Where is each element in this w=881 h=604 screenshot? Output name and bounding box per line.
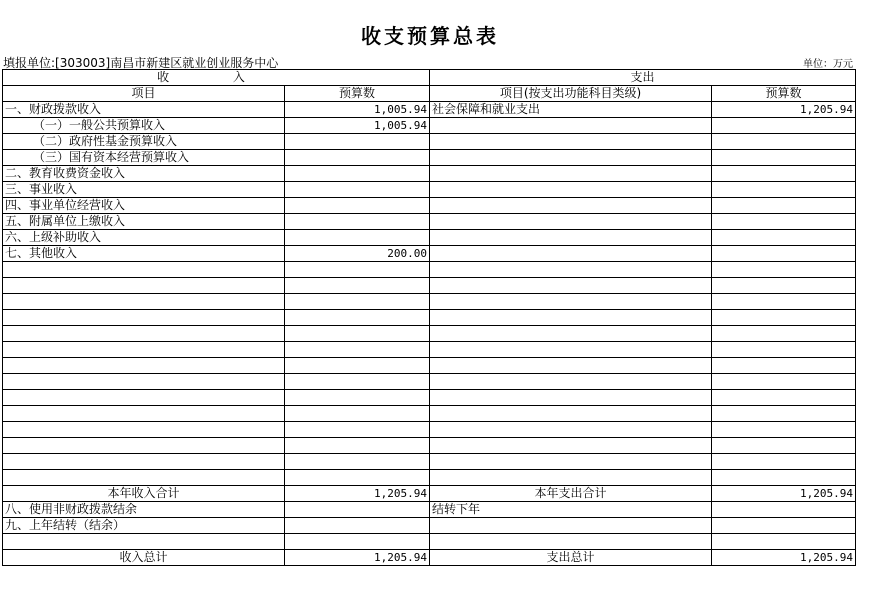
empty-cell[interactable] <box>285 294 430 310</box>
expense-amount-cell[interactable] <box>712 214 856 230</box>
income-section-header[interactable]: 收 入 <box>3 70 430 86</box>
income-item-header[interactable]: 项目 <box>3 86 285 102</box>
empty-cell[interactable] <box>285 438 430 454</box>
expense-amount-cell[interactable] <box>712 134 856 150</box>
table-row <box>3 182 856 198</box>
empty-cell[interactable] <box>430 406 712 422</box>
currency-unit: 单位：万元 <box>803 59 853 70</box>
empty-row <box>3 470 856 486</box>
nonfiscal-row <box>3 502 856 518</box>
empty-cell[interactable] <box>430 518 712 534</box>
income-item-cell[interactable]: 七、其他收入 <box>3 246 285 262</box>
prev-carry-label[interactable]: 九、上年结转（结余） <box>3 518 285 534</box>
income-item-cell[interactable]: 五、附属单位上缴收入 <box>3 214 285 230</box>
empty-cell[interactable] <box>430 390 712 406</box>
empty-cell[interactable] <box>712 422 856 438</box>
income-item-cell[interactable]: 一、财政拨款收入 <box>3 102 285 118</box>
empty-cell[interactable] <box>3 470 285 486</box>
empty-cell[interactable] <box>285 406 430 422</box>
expense-amount-cell[interactable] <box>712 166 856 182</box>
table-row <box>3 118 856 134</box>
page-title: 收支预算总表 <box>361 24 499 48</box>
table-row <box>3 150 856 166</box>
income-item-cell[interactable]: （一）一般公共预算收入 <box>3 118 285 134</box>
expense-amount-cell[interactable]: 1,205.94 <box>712 102 856 118</box>
nonfiscal-label[interactable]: 八、使用非财政拨款结余 <box>3 502 285 518</box>
empty-cell[interactable] <box>285 470 430 486</box>
column-header-row <box>3 86 856 102</box>
expense-item-cell[interactable] <box>430 182 712 198</box>
empty-cell[interactable] <box>3 422 285 438</box>
expense-grand-total-label[interactable]: 支出总计 <box>430 550 712 566</box>
empty-cell[interactable] <box>430 278 712 294</box>
empty-cell[interactable] <box>430 438 712 454</box>
empty-cell[interactable] <box>430 470 712 486</box>
income-grand-total-amount[interactable]: 1,205.94 <box>285 550 430 566</box>
expense-item-cell[interactable] <box>430 214 712 230</box>
expense-item-cell[interactable] <box>430 134 712 150</box>
income-amount-cell[interactable] <box>285 230 430 246</box>
table-row <box>3 134 856 150</box>
carry-next-label[interactable]: 结转下年 <box>430 502 712 518</box>
empty-cell[interactable] <box>3 454 285 470</box>
empty-cell[interactable] <box>285 390 430 406</box>
expense-amount-cell[interactable] <box>712 118 856 134</box>
expense-amount-cell[interactable] <box>712 230 856 246</box>
income-grand-total-label[interactable]: 收入总计 <box>3 550 285 566</box>
expense-item-cell[interactable] <box>430 246 712 262</box>
table-row <box>3 246 856 262</box>
expense-item-header[interactable]: 项目(按支出功能科目类级) <box>430 86 712 102</box>
empty-cell[interactable] <box>712 326 856 342</box>
year-expense-total-amount[interactable]: 1,205.94 <box>712 486 856 502</box>
empty-row <box>3 294 856 310</box>
income-item-cell[interactable]: 二、教育收费资金收入 <box>3 166 285 182</box>
income-amount-cell[interactable]: 200.00 <box>285 246 430 262</box>
empty-row <box>3 262 856 278</box>
expense-amount-cell[interactable] <box>712 182 856 198</box>
empty-cell[interactable] <box>3 534 285 550</box>
expense-item-cell[interactable] <box>430 166 712 182</box>
empty-row <box>3 326 856 342</box>
empty-row <box>3 310 856 326</box>
income-amount-header[interactable]: 预算数 <box>285 86 430 102</box>
empty-cell[interactable] <box>430 262 712 278</box>
empty-cell[interactable] <box>285 262 430 278</box>
empty-cell[interactable] <box>712 262 856 278</box>
expense-amount-header[interactable]: 预算数 <box>712 86 856 102</box>
year-income-total-label[interactable]: 本年收入合计 <box>3 486 285 502</box>
nonfiscal-amount[interactable] <box>285 502 430 518</box>
empty-cell[interactable] <box>430 358 712 374</box>
empty-cell[interactable] <box>285 422 430 438</box>
empty-cell[interactable] <box>712 406 856 422</box>
table-row <box>3 214 856 230</box>
empty-cell[interactable] <box>430 342 712 358</box>
empty-cell[interactable] <box>712 454 856 470</box>
empty-row <box>3 454 856 470</box>
empty-cell[interactable] <box>285 534 430 550</box>
table-row <box>3 230 856 246</box>
empty-cell[interactable] <box>712 358 856 374</box>
table-row <box>3 198 856 214</box>
carry-next-amount[interactable] <box>712 502 856 518</box>
section-header-row <box>3 70 856 86</box>
expense-item-cell[interactable] <box>430 150 712 166</box>
grand-total-row <box>3 550 856 566</box>
year-income-total-amount[interactable]: 1,205.94 <box>285 486 430 502</box>
empty-cell[interactable] <box>285 454 430 470</box>
empty-cell[interactable] <box>430 534 712 550</box>
empty-cell[interactable] <box>3 262 285 278</box>
expense-section-header[interactable]: 支出 <box>430 70 856 86</box>
income-amount-cell[interactable]: 1,005.94 <box>285 118 430 134</box>
empty-row <box>3 278 856 294</box>
expense-grand-total-amount[interactable]: 1,205.94 <box>712 550 856 566</box>
empty-cell[interactable] <box>712 438 856 454</box>
empty-cell[interactable] <box>3 310 285 326</box>
income-amount-cell[interactable] <box>285 214 430 230</box>
empty-cell[interactable] <box>712 294 856 310</box>
empty-cell[interactable] <box>285 342 430 358</box>
blank-row <box>3 534 856 550</box>
income-item-cell[interactable]: 三、事业收入 <box>3 182 285 198</box>
empty-cell[interactable] <box>430 422 712 438</box>
empty-row <box>3 342 856 358</box>
empty-cell[interactable] <box>712 278 856 294</box>
empty-cell[interactable] <box>430 294 712 310</box>
expense-item-cell[interactable]: 社会保障和就业支出 <box>430 102 712 118</box>
empty-row <box>3 406 856 422</box>
year-expense-total-label[interactable]: 本年支出合计 <box>430 486 712 502</box>
empty-cell[interactable] <box>3 358 285 374</box>
prev-carry-row <box>3 518 856 534</box>
empty-cell[interactable] <box>712 518 856 534</box>
income-amount-cell[interactable]: 1,005.94 <box>285 102 430 118</box>
empty-row <box>3 358 856 374</box>
empty-cell[interactable] <box>285 358 430 374</box>
prev-carry-amount[interactable] <box>285 518 430 534</box>
empty-row <box>3 374 856 390</box>
expense-amount-cell[interactable] <box>712 150 856 166</box>
year-total-row <box>3 486 856 502</box>
empty-row <box>3 390 856 406</box>
empty-row <box>3 422 856 438</box>
empty-cell[interactable] <box>3 390 285 406</box>
expense-amount-cell[interactable] <box>712 246 856 262</box>
empty-cell[interactable] <box>285 278 430 294</box>
empty-cell[interactable] <box>3 406 285 422</box>
empty-cell[interactable] <box>712 534 856 550</box>
empty-cell[interactable] <box>430 374 712 390</box>
expense-item-cell[interactable] <box>430 118 712 134</box>
empty-cell[interactable] <box>3 374 285 390</box>
income-item-cell[interactable]: 六、上级补助收入 <box>3 230 285 246</box>
income-amount-cell[interactable] <box>285 150 430 166</box>
empty-cell[interactable] <box>712 374 856 390</box>
empty-cell[interactable] <box>712 390 856 406</box>
empty-cell[interactable] <box>430 310 712 326</box>
income-amount-cell[interactable] <box>285 198 430 214</box>
table-row <box>3 166 856 182</box>
empty-cell[interactable] <box>285 326 430 342</box>
expense-amount-cell[interactable] <box>712 198 856 214</box>
income-amount-cell[interactable] <box>285 166 430 182</box>
income-item-cell[interactable]: （二）政府性基金预算收入 <box>3 134 285 150</box>
empty-cell[interactable] <box>430 326 712 342</box>
empty-cell[interactable] <box>712 470 856 486</box>
empty-cell[interactable] <box>3 326 285 342</box>
empty-cell[interactable] <box>3 278 285 294</box>
empty-cell[interactable] <box>712 310 856 326</box>
empty-cell[interactable] <box>712 342 856 358</box>
income-item-cell[interactable]: （三）国有资本经营预算收入 <box>3 150 285 166</box>
expense-item-cell[interactable] <box>430 230 712 246</box>
empty-row <box>3 438 856 454</box>
empty-cell[interactable] <box>3 294 285 310</box>
table-row <box>3 102 856 118</box>
expense-item-cell[interactable] <box>430 198 712 214</box>
empty-cell[interactable] <box>285 374 430 390</box>
budget-table <box>2 69 856 566</box>
income-amount-cell[interactable] <box>285 182 430 198</box>
income-amount-cell[interactable] <box>285 134 430 150</box>
empty-cell[interactable] <box>430 454 712 470</box>
empty-cell[interactable] <box>3 438 285 454</box>
empty-cell[interactable] <box>3 342 285 358</box>
income-item-cell[interactable]: 四、事业单位经营收入 <box>3 198 285 214</box>
empty-cell[interactable] <box>285 310 430 326</box>
reporting-unit: 填报单位:[303003]南昌市新建区就业创业服务中心 <box>3 56 279 70</box>
